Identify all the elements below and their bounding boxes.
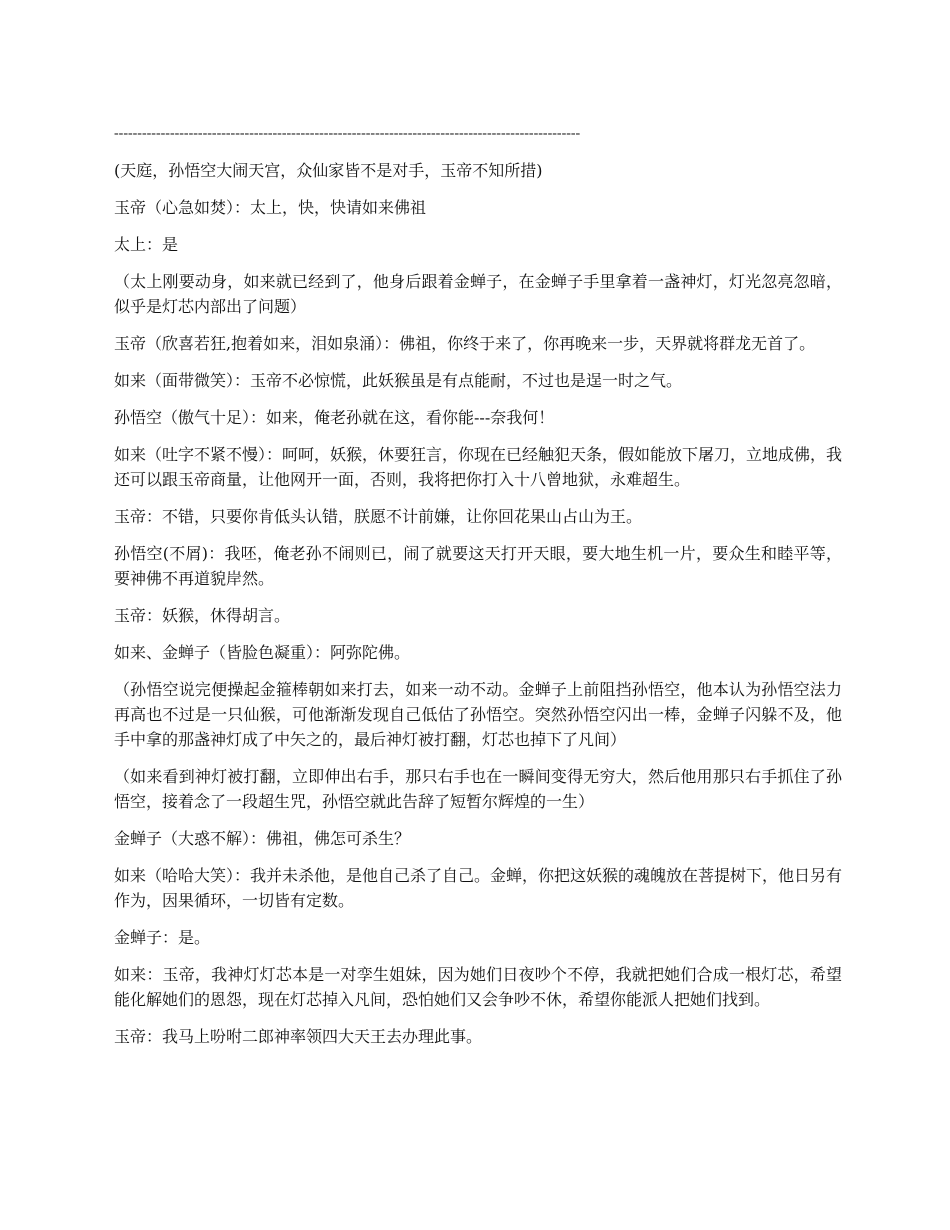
document-body bbox=[114, 124, 842, 1061]
paragraph-dialogue: 如来：玉帝，我神灯灯芯本是一对孪生姐妹，因为她们日夜吵个不停，我就把她们合成一根灯芯，希望能化解她们的恩怨，现在灯芯掉入凡间，恐怕她们又会争吵不休，希望你能派人把她们找到。 bbox=[114, 965, 842, 1009]
paragraph-dialogue: 如来（哈哈大笑）：我并未杀他，是他自己杀了自己。金蝉，你把这妖猴的魂魄放在菩提树下，他日另有作为，因果循环，一切皆有定数。 bbox=[114, 866, 843, 910]
paragraph-dialogue: 金蝉子：是。 bbox=[114, 928, 211, 947]
paragraph-dialogue: 太上：是 bbox=[114, 235, 179, 254]
separator-line: ---------------------------------------------------------------------------------------------------- bbox=[114, 126, 581, 141]
paragraph-stage-direction: （如来看到神灯被打翻，立即伸出右手，那只右手也在一瞬间变得无穷大，然后他用那只右手抓住了孙悟空，接着念了一段超生咒，孙悟空就此告辞了短暂尔辉煌的一生） bbox=[114, 767, 842, 811]
paragraph-dialogue: 玉帝：妖猴，休得胡言。 bbox=[114, 606, 291, 625]
paragraph-dialogue: 如来（吐字不紧不慢）：呵呵，妖猴，休要狂言，你现在已经触犯天条，假如能放下屠刀，立地成佛，我还可以跟玉帝商量，让他网开一面，否则，我将把你打入十八曾地狱，永难超生。 bbox=[114, 445, 843, 489]
paragraph-stage-direction: （太上刚要动身，如来就已经到了，他身后跟着金蝉子，在金蝉子手里拿着一盏神灯，灯光忽亮忽暗，似乎是灯芯内部出了问题） bbox=[114, 272, 842, 316]
paragraph-dialogue: 玉帝：我马上吩咐二郎神率领四大天王去办理此事。 bbox=[114, 1027, 483, 1046]
paragraph-dialogue: 玉帝：不错，只要你肯低头认错，朕愿不计前嫌，让你回花果山占山为王。 bbox=[114, 507, 643, 526]
paragraph-dialogue: 玉帝（心急如焚）：太上，快，快请如来佛祖 bbox=[114, 198, 427, 217]
paragraph-dialogue: 玉帝（欣喜若狂,抱着如来，泪如泉涌）：佛祖，你终于来了，你再晚来一步，天界就将群龙无首了。 bbox=[114, 334, 816, 353]
paragraph-dialogue: 金蝉子（大惑不解）：佛祖，佛怎可杀生？ bbox=[114, 829, 411, 848]
paragraph-dialogue: 孙悟空(不屑)：我呸，俺老孙不闹则已，闹了就要这天打开天眼，要大地生机一片，要众生和睦平等，要神佛不再道貌岸然。 bbox=[114, 544, 842, 588]
paragraph-stage-direction: （孙悟空说完便操起金箍棒朝如来打去，如来一动不动。金蝉子上前阻挡孙悟空，他本认为孙悟空法力再高也不过是一只仙猴，可他渐渐发现自己低估了孙悟空。突然孙悟空闪出一棒，金蝉子闪躲不及，他手中拿的那盏神灯成了中矢之的，最后神灯被打翻，灯芯也掉下了凡间） bbox=[114, 680, 842, 749]
script-text bbox=[114, 158, 842, 1049]
paragraph-dialogue: 如来（面带微笑）：玉帝不必惊慌，此妖猴虽是有点能耐，不过也是逞一时之气。 bbox=[114, 371, 683, 390]
paragraph-dialogue: 如来、金蝉子（皆脸色凝重）：阿弥陀佛。 bbox=[114, 643, 411, 662]
paragraph-dialogue: 孙悟空（傲气十足）：如来，俺老孙就在这，看你能---奈我何！ bbox=[114, 408, 555, 427]
paragraph-scene-direction: (天庭，孙悟空大闹天宫，众仙家皆不是对手，玉帝不知所措) bbox=[114, 161, 543, 180]
